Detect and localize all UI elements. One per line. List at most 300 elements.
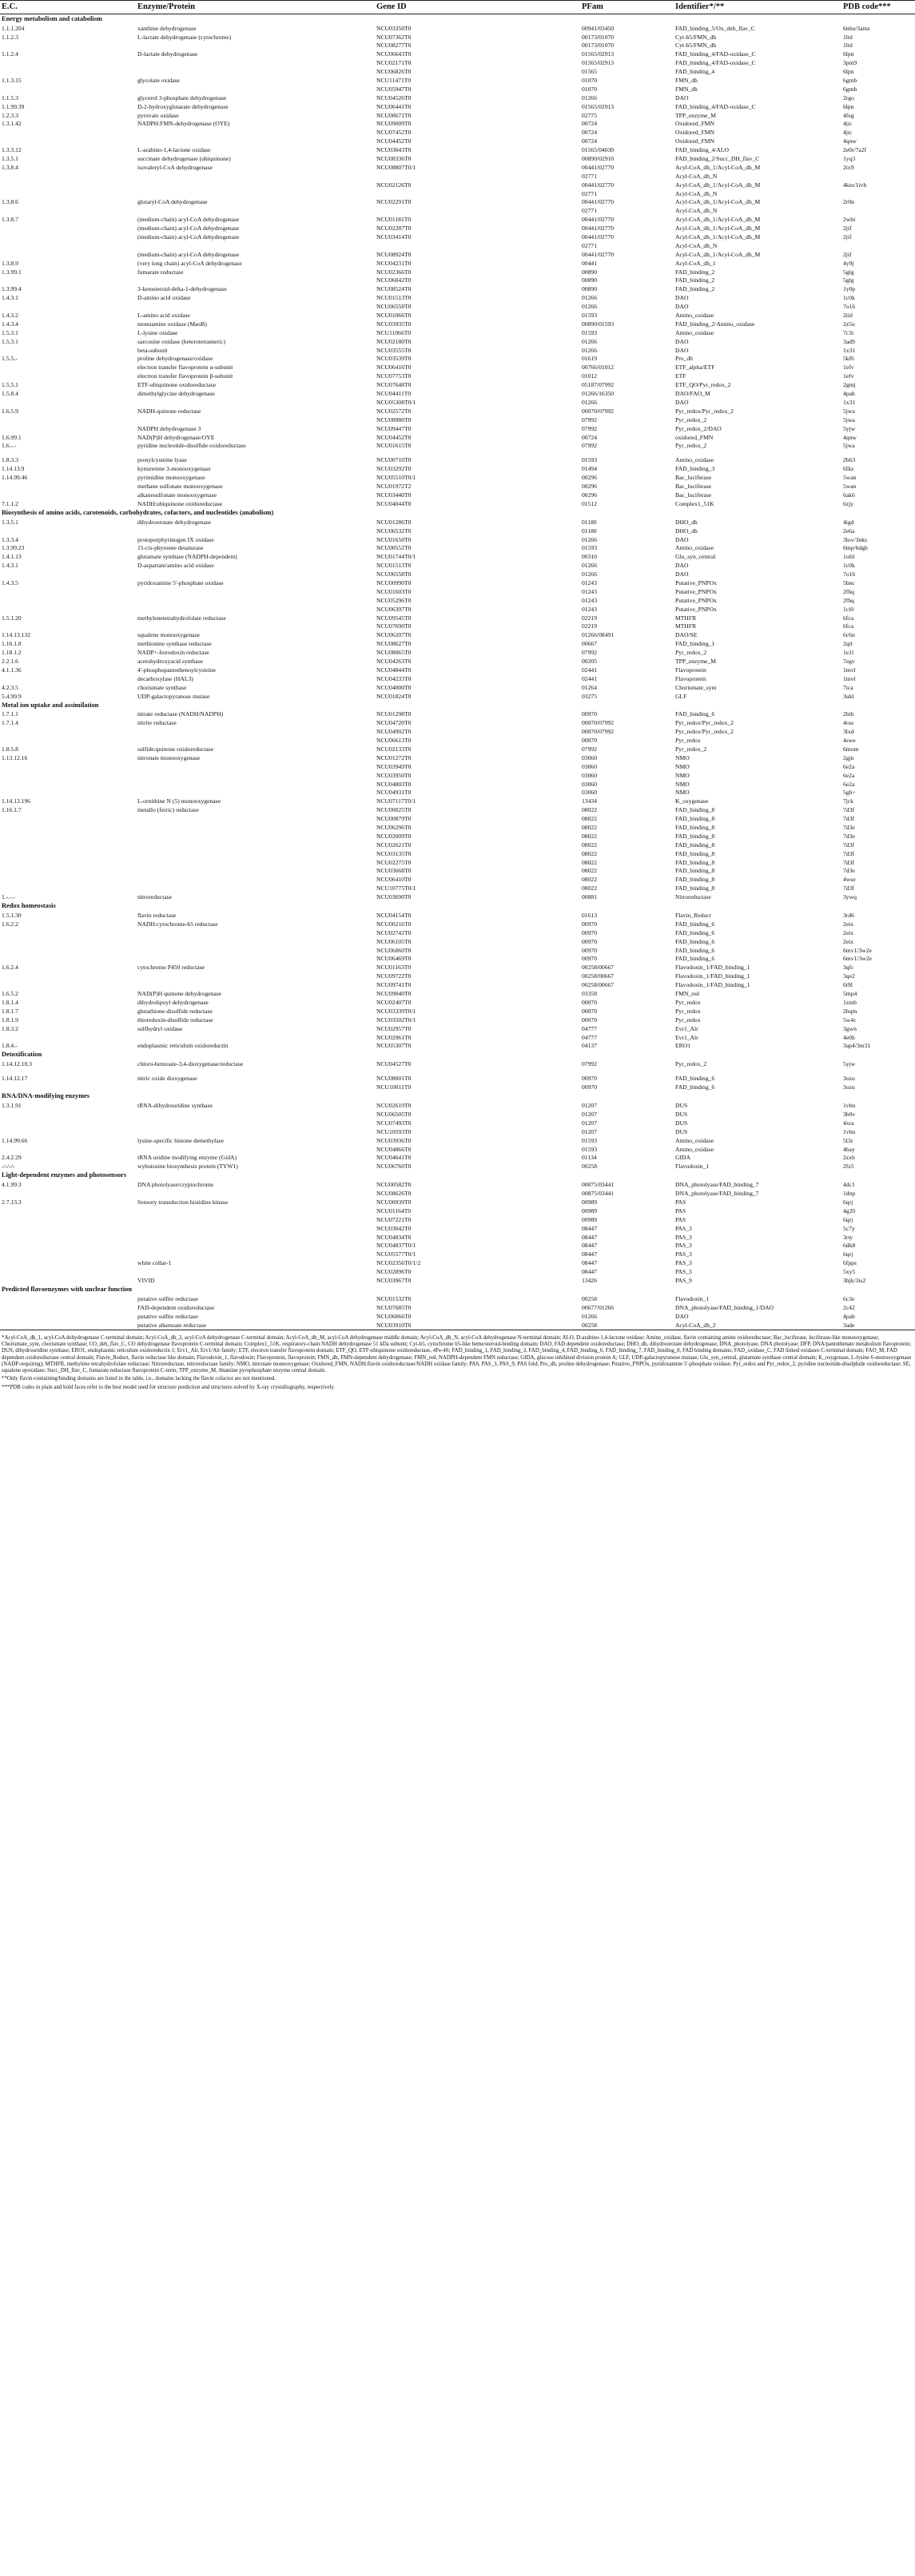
cell-pfam: 00724 [582, 137, 597, 145]
cell-gene-id: NCU04000T0 [376, 683, 412, 691]
table-row [0, 442, 915, 456]
cell-enzyme: DNA photolyase/cryptochrome [137, 1181, 214, 1189]
cell-identifier: PAS [675, 1215, 686, 1223]
table-row [0, 355, 915, 364]
cell-pfam: 01593 [582, 544, 597, 552]
column-header-ec: E.C. [0, 1, 136, 14]
cell-ec [0, 1127, 136, 1136]
cell-identifier: Cyt-b5/FMN_dh [675, 42, 717, 50]
cell-identifier: Acyl-CoA_dh_1/Acyl-CoA_dh_M [675, 216, 761, 224]
cell-enzyme: xanthine dehydrogenase [137, 24, 197, 32]
cell-enzyme [136, 937, 375, 946]
table-row [0, 728, 915, 737]
cell-pfam: 00070 [582, 737, 597, 745]
table-row [0, 789, 915, 797]
cell-pfam: 01207 [582, 1110, 597, 1118]
table-row [0, 753, 915, 762]
table-row [0, 1312, 915, 1321]
cell-pdb-code: 5bnc [843, 578, 855, 586]
cell-pdb-code: 4wse [843, 876, 856, 884]
cell-identifier: MTHFR [675, 614, 697, 622]
table-row [0, 285, 915, 294]
cell-gene-id: NCU03292T0 [376, 465, 412, 473]
cell-gene-id: NCU01181T0 [376, 216, 412, 224]
cell-ec [0, 736, 136, 745]
cell-gene-id: NCU02180T0 [376, 337, 412, 345]
cell-pdb-code: 5yjw [843, 1059, 856, 1067]
cell-ec: 1.16.1.8 [2, 640, 22, 648]
cell-pfam: 01565 [582, 68, 597, 76]
cell-ec: 2.7.13.3 [2, 1198, 22, 1206]
cell-gene-id: NCU06441T0 [376, 102, 412, 110]
cell-ec: 1.13.12.16 [2, 753, 28, 761]
cell-pdb-code: 2b63 [843, 456, 856, 464]
table-row [0, 1060, 915, 1075]
cell-enzyme: kynurenine 3-monooxygenase [137, 465, 211, 473]
cell-pdb-code: 2fhq [843, 596, 854, 604]
cell-pdb-code [841, 189, 915, 198]
table-row [0, 415, 915, 424]
cell-enzyme [136, 1250, 375, 1259]
cell-enzyme: NADPH dehydrogenase 3 [137, 424, 201, 432]
cell-ec [0, 1276, 136, 1285]
cell-pdb-code: 1ofd [843, 553, 854, 561]
cell-gene-id: NCU07362T0 [376, 33, 412, 41]
cell-pdb-code: 3hjk/3is2 [843, 1276, 866, 1284]
cell-gene-id: NCU04720T0 [376, 719, 412, 727]
cell-enzyme [136, 527, 375, 535]
cell-enzyme [136, 1207, 375, 1215]
cell-pfam: 01266 [582, 398, 597, 406]
cell-identifier: Flavoprotein [675, 674, 706, 682]
cell-ec [0, 1145, 136, 1154]
cell-enzyme [136, 1033, 375, 1042]
cell-gene-id: NCU05510T0/1 [376, 474, 416, 482]
cell-pfam: 08022 [582, 815, 597, 823]
cell-gene-id: NCU00216T0 [376, 920, 412, 928]
cell-identifier: Amino_oxidase [675, 328, 714, 336]
cell-gene-id: NCU06410T0 [376, 876, 412, 884]
cell-identifier: Amino_oxidase [675, 1145, 714, 1153]
cell-identifier: DAO [675, 398, 689, 406]
table-row [0, 911, 915, 920]
cell-identifier: Glu_syn_central [675, 553, 716, 561]
cell-enzyme: putative alkenoate reductase [137, 1321, 207, 1329]
cell-ec: 1.5.1.30 [2, 912, 22, 920]
cell-pfam: 01180 [582, 527, 597, 535]
table-row [0, 1007, 915, 1016]
cell-identifier: FAD_binding_8 [675, 876, 715, 884]
table-row [0, 1321, 915, 1330]
cell-gene-id: NCU08524T0 [376, 285, 412, 293]
cell-identifier: Evr1_Alr [675, 1033, 698, 1041]
cell-ec: 1.5.3.1 [2, 328, 18, 336]
cell-pfam: 03060 [582, 789, 597, 797]
cell-pfam: 01593 [582, 312, 597, 320]
cell-pdb-code: 2r0n [843, 198, 854, 206]
cell-gene-id: NCU08980T0 [376, 415, 412, 423]
cell-pdb-code: 6mv1/3w2e [843, 955, 872, 963]
table-row [0, 998, 915, 1007]
cell-identifier: Acyl-CoA_dh_1/Acyl-CoA_dh_M [675, 225, 761, 233]
cell-pfam: 00258/00667 [582, 964, 615, 972]
cell-identifier: NMO [675, 789, 690, 797]
table-row [0, 596, 915, 605]
cell-enzyme [136, 1189, 375, 1198]
column-header-gene-id: Gene ID [375, 1, 580, 14]
cell-ec [0, 181, 136, 189]
cell-pdb-code: 5l3c [843, 1136, 854, 1144]
cell-gene-id: NCU06397T0 [376, 605, 412, 613]
cell-identifier: Pyr_redox_2 [675, 745, 707, 753]
cell-ec [0, 1215, 136, 1224]
cell-pfam: 03060 [582, 780, 597, 788]
cell-pfam: 00070/07992 [582, 728, 615, 736]
table-row [0, 832, 915, 841]
table-row [0, 1154, 915, 1163]
cell-enzyme [136, 605, 375, 614]
cell-ec: 1.8.3.2 [2, 1024, 18, 1032]
cell-enzyme [136, 1267, 375, 1276]
cell-pdb-code: 5glg [843, 268, 854, 276]
cell-pfam: 00970 [582, 946, 597, 954]
section-title: RNA/DNA-modifying enzymes [2, 1092, 90, 1100]
cell-pfam: 00441/02770 [582, 233, 615, 241]
cell-pdb-code: 6qrj [843, 1215, 853, 1223]
cell-pdb-code: 3qe2 [843, 972, 855, 980]
cell-identifier: Amino_oxidase [675, 544, 714, 552]
cell-pdb-code: 7egv [843, 657, 855, 665]
cell-enzyme [136, 841, 375, 849]
table-row [0, 570, 915, 578]
cell-identifier: NMO [675, 762, 690, 770]
cell-enzyme [136, 172, 375, 181]
cell-ec [0, 85, 136, 93]
cell-gene-id: NCU03539T0 [376, 355, 412, 363]
cell-pdb-code: 2bih [843, 710, 854, 718]
cell-gene-id: NCU07493T0 [376, 1119, 412, 1127]
cell-gene-id: NCU06826T0 [376, 68, 412, 76]
cell-pdb-code: 2e6a [843, 527, 855, 535]
cell-pdb-code: 6lpn [843, 102, 854, 110]
cell-enzyme: NAD(P)H dehydrogenase/OYE [137, 433, 215, 441]
cell-gene-id: NCU04641T0 [376, 1154, 412, 1162]
cell-pdb-code: 6lpn [843, 50, 854, 58]
cell-pfam: 00441/02770 [582, 181, 615, 189]
cell-gene-id: NCU01286T0 [376, 518, 412, 526]
table-row [0, 216, 915, 225]
cell-enzyme [136, 762, 375, 771]
cell-pfam: 01070 [582, 85, 597, 93]
cell-gene-id: NCU06416T0 [376, 364, 412, 372]
cell-identifier: PAS [675, 1207, 686, 1214]
cell-pfam: 00296 [582, 491, 597, 499]
cell-ec: 1.5.5.- [2, 355, 18, 363]
section-title: Energy metabolism and catabolism [2, 14, 102, 22]
cell-enzyme: (medium-chain) acyl-CoA dehydrogenase [137, 225, 240, 233]
cell-pdb-code: 4g20 [843, 1207, 856, 1214]
table-row [0, 814, 915, 823]
cell-pdb-code: 7d3e [843, 867, 855, 875]
cell-pfam: 08022 [582, 806, 597, 814]
cell-pdb-code: 7o16 [843, 570, 856, 578]
cell-pfam: 13434 [582, 797, 597, 805]
cell-enzyme [136, 789, 375, 797]
cell-gene-id: NCU02961T0 [376, 1033, 412, 1041]
table-row [0, 928, 915, 937]
cell-gene-id: NCU06207T0 [376, 631, 412, 639]
cell-identifier: Bac_luciferase [675, 491, 712, 499]
cell-gene-id: NCU03414T0 [376, 233, 412, 241]
cell-pfam: 08447 [582, 1259, 597, 1267]
cell-pfam: 00173/01070 [582, 42, 615, 50]
cell-enzyme: pyruvate oxidase [137, 111, 179, 119]
cell-identifier: Putative_PNPOx [675, 578, 717, 586]
cell-identifier: DAO [675, 346, 689, 354]
cell-gene-id: NCU00552T0 [376, 544, 412, 552]
table-row [0, 1119, 915, 1127]
cell-pdb-code: 3ap4/3m31 [843, 1042, 871, 1050]
table-row [0, 259, 915, 268]
cell-identifier: PAS_9 [675, 1276, 692, 1284]
cell-enzyme: electron transfer flavoprotein β-subunit [137, 372, 233, 380]
section-title: Biosynthesis of amino acids, carotenoids, carbohydrates, cofactors, and nucleotides (anabolism) [2, 508, 274, 516]
cell-ec [0, 789, 136, 797]
cell-identifier: FAD_binding_2 [675, 285, 715, 293]
cell-ec [0, 224, 136, 233]
cell-identifier: Pyr_redox/Pyr_redox_2 [675, 719, 734, 727]
cell-enzyme: glutamate synthase (NADPH-dependent) [137, 553, 237, 561]
cell-ec [0, 482, 136, 491]
table-row [0, 189, 915, 198]
cell-pdb-code: 7d3f [843, 858, 854, 866]
cell-pdb-code: 5c7y [843, 1224, 855, 1232]
cell-pfam: 00205 [582, 657, 597, 665]
cell-gene-id: NCU07685T0 [376, 1303, 412, 1311]
cell-ec [0, 1119, 136, 1127]
cell-ec [0, 276, 136, 285]
cell-identifier: oxidored_FMN [675, 433, 714, 441]
cell-ec: 1.3.1.91 [2, 1102, 22, 1110]
cell-pfam: 00970 [582, 937, 597, 945]
cell-enzyme [136, 814, 375, 823]
cell-enzyme: sulfide:quinone oxidoreductase [137, 745, 214, 753]
table-row [0, 1163, 915, 1171]
cell-enzyme: NAD(P)H quinone dehydrogenase [137, 990, 222, 998]
cell-gene-id: NCU08336T0 [376, 155, 412, 162]
cell-gene-id: NCU02009T0 [376, 832, 412, 840]
cell-ec: 1.18.1.2 [2, 649, 22, 657]
table-row [0, 1127, 915, 1136]
table-row [0, 1250, 915, 1259]
cell-enzyme: wybutosine biosynthesis protein (TYW1) [137, 1163, 238, 1171]
cell-enzyme: glycolate oxidase [137, 76, 180, 84]
cell-pdb-code: 6e2a [843, 771, 855, 779]
cell-identifier: Flavodoxin_1 [675, 1294, 710, 1302]
cell-pfam: 08022 [582, 832, 597, 840]
cell-gene-id: NCU05296T0 [376, 596, 412, 604]
cell-identifier: DNA_photolyase/FAD_binding_1/DAO [675, 1303, 774, 1311]
cell-pfam: 07992 [582, 441, 597, 449]
cell-gene-id: NCU03043T0 [376, 146, 412, 154]
table-row [0, 407, 915, 415]
cell-pfam: 00724 [582, 129, 597, 137]
section-header-row [0, 901, 915, 911]
cell-pdb-code: 6e2a [843, 780, 855, 788]
cell-identifier: DAO [675, 303, 689, 311]
table-row [0, 137, 915, 146]
cell-identifier: Acyl-CoA_dh_1/Acyl-CoA_dh_M [675, 198, 761, 206]
cell-identifier: Flavoprotein [675, 666, 706, 674]
cell-pfam: 00310 [582, 553, 597, 561]
table-row [0, 76, 915, 85]
cell-ec [0, 937, 136, 946]
cell-identifier: GIDA [675, 1154, 690, 1162]
column-header-enzyme: Enzyme/Protein [136, 1, 375, 14]
table-row [0, 424, 915, 433]
cell-enzyme: L-amino acid oxidase [137, 312, 190, 320]
cell-identifier: PAS [675, 1198, 686, 1206]
cell-gene-id [375, 207, 580, 216]
cell-ec [0, 1224, 136, 1233]
cell-pfam: 00890 [582, 268, 597, 276]
cell-pfam: 00441/02770 [582, 225, 615, 233]
table-row [0, 1198, 915, 1207]
cell-gene-id: NCU01615T0 [376, 441, 412, 449]
table-row [0, 1259, 915, 1268]
cell-gene-id: NCU03690T0 [376, 893, 412, 901]
cell-pdb-code: 5jwa [843, 441, 855, 449]
table-row [0, 198, 915, 207]
table-row [0, 823, 915, 832]
table-row [0, 1303, 915, 1312]
cell-pdb-code: 6t9l [843, 981, 853, 989]
cell-identifier: Acyl-CoA_dh_N [675, 172, 718, 180]
cell-ec: 1.3.99.4 [2, 285, 22, 293]
table-body [0, 14, 915, 1330]
cell-pfam: 01593 [582, 1145, 597, 1153]
cell-pfam: 00441/02770 [582, 216, 615, 224]
cell-enzyme: squalene monooxygenase [137, 631, 200, 639]
table-row [0, 640, 915, 649]
cell-pfam: 02771 [582, 241, 597, 249]
cell-pfam: 01593 [582, 328, 597, 336]
cell-pdb-code: 4bay [843, 1145, 855, 1153]
cell-pfam: 00970 [582, 1083, 597, 1091]
section-header-row [0, 701, 915, 710]
cell-enzyme [136, 1224, 375, 1233]
table-row [0, 1136, 915, 1145]
cell-pfam: 01266 [582, 294, 597, 302]
cell-pdb-code: 7d3e [843, 832, 855, 840]
cell-ec: 1.1.1.204 [2, 24, 25, 32]
cell-gene-id: NCU03135T0 [376, 849, 412, 857]
cell-enzyme: protoporphyrinogen IX oxidase [137, 535, 214, 543]
cell-gene-id: NCU07117T0/1 [376, 797, 416, 805]
table-row [0, 120, 915, 129]
cell-enzyme: nitronate monooxygenase [137, 753, 201, 761]
cell-identifier: ETF_alpha/ETF [675, 364, 715, 372]
cell-pdb-code: 7d3e [843, 824, 855, 832]
cell-pdb-code: 6fpps [843, 1259, 857, 1267]
cell-gene-id: NCU01532T0 [376, 1294, 412, 1302]
cell-enzyme: metallo (ferric) reductase [137, 806, 199, 814]
cell-identifier: DAO/FAO_M [675, 390, 710, 398]
cell-pdb-code: 4qnw [843, 433, 857, 441]
cell-ec: 1.8.5.8 [2, 745, 18, 753]
cell-identifier: FMN_dh [675, 85, 698, 93]
cell-pdb-code: 3ad9 [843, 337, 855, 345]
table-row [0, 276, 915, 285]
cell-enzyme: glutathione-disulfide reductase [137, 1007, 213, 1015]
cell-pdb-code: 1ci0 [843, 605, 854, 613]
cell-ec [0, 832, 136, 841]
cell-ec: 1.7.1.4 [2, 719, 18, 727]
cell-pfam: 03275 [582, 692, 597, 700]
cell-pfam: 01593 [582, 456, 597, 464]
table-row [0, 311, 915, 320]
cell-enzyme: white collar-1 [137, 1259, 172, 1267]
cell-pdb-code: 1x31 [843, 398, 856, 406]
cell-pfam: 00070 [582, 998, 597, 1006]
cell-pfam: 04777 [582, 1024, 597, 1032]
cell-identifier: FAD_binding_8 [675, 806, 715, 814]
table-row [0, 946, 915, 955]
table-row [0, 1075, 915, 1083]
cell-pdb-code [841, 241, 915, 250]
cell-pdb-code: 1dnp [843, 1190, 856, 1198]
section-header-row [0, 508, 915, 518]
cell-ec [0, 59, 136, 68]
cell-pdb-code: 7c3i [843, 328, 854, 336]
cell-enzyme [136, 59, 375, 68]
footnote-row [0, 1330, 915, 1374]
cell-pfam: 00258 [582, 1321, 597, 1329]
cell-enzyme [136, 928, 375, 937]
cell-pfam: 03358 [582, 990, 597, 998]
cell-gene-id: NCU09741T0 [376, 981, 412, 989]
table-row [0, 145, 915, 154]
cell-gene-id: NCU03967T0 [376, 1276, 412, 1284]
cell-pdb-code: 1efv [843, 372, 854, 380]
cell-gene-id: NCU06643T0 [376, 50, 412, 58]
cell-ec: 1.3.8.4 [2, 163, 18, 171]
cell-identifier: DHO_dh [675, 527, 698, 535]
cell-enzyme [136, 955, 375, 964]
cell-identifier: DAO [675, 1312, 689, 1320]
cell-pdb-code: 1x31 [843, 346, 856, 354]
cell-identifier: PAS_3 [675, 1259, 692, 1267]
cell-enzyme [136, 885, 375, 893]
cell-pdb-code: 4feg [843, 111, 854, 119]
cell-gene-id: NCU01272T0 [376, 753, 412, 761]
cell-pdb-code: 1mvl [843, 674, 856, 682]
table-row [0, 294, 915, 303]
cell-enzyme: Sensory transduction histidine kinase [137, 1198, 229, 1206]
cell-ec: 1.3.1.42 [2, 120, 22, 128]
cell-gene-id: NCU01744T0/1 [376, 553, 416, 561]
cell-identifier: Pyr_redox [675, 737, 701, 745]
cell-pfam: 02441 [582, 674, 597, 682]
cell-identifier: FAD_binding_2 [675, 268, 715, 276]
section-title: Detoxification [2, 1051, 42, 1059]
cell-enzyme [136, 85, 375, 93]
cell-ec [0, 946, 136, 955]
cell-pfam: 02219 [582, 622, 597, 630]
cell-pdb-code: 3qfc [843, 964, 854, 972]
cell-pfam: 00766/01012 [582, 364, 615, 372]
cell-enzyme [136, 398, 375, 407]
